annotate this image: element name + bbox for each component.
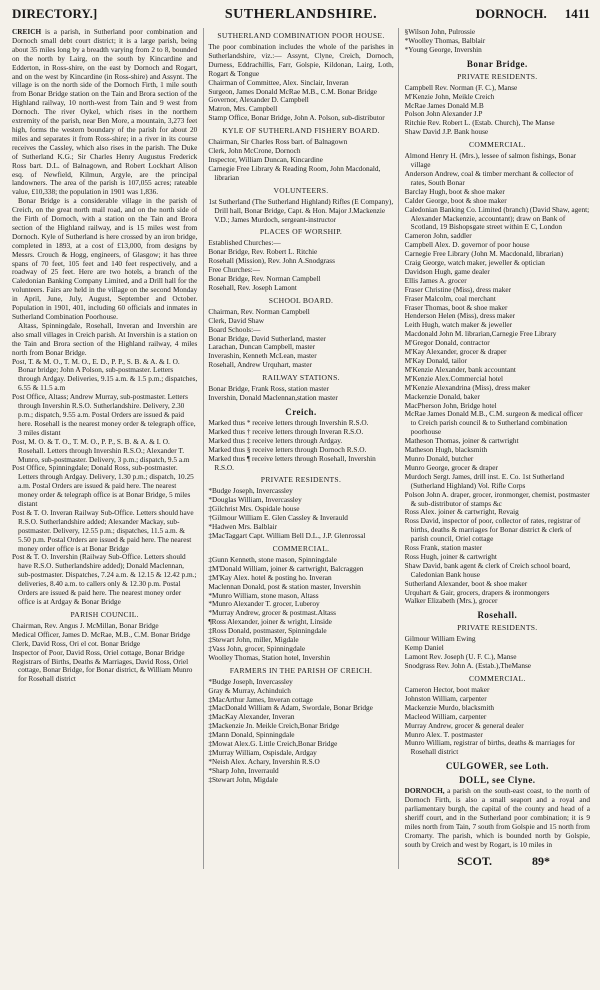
directory-entry: Snodgrass Rev. John A. (Estab.),TheManse (404, 661, 532, 671)
bonar-commercial-list (405, 152, 590, 606)
directory-entry: Carnegie Free Library (John M. Macdonald, librarian) (404, 249, 564, 259)
rosehall-commercial-list (405, 686, 590, 757)
directory-entry: Free Churches:— (208, 265, 261, 275)
directory-entry: Post & T. O. Invershin (Railway Sub-Office. Letters should have R.S.O. Sutherlandshire added); Donald Maclennan, sub-postmaster. Dispatches, 7.24 a.m. & 12.15 & 12.42 p.m.; deliveries, 8.40 a.m. to callers only & 12.30 p.m. Postal Orders are issued & paid here. The nearest money order office is at Ardgay & Bonar Bridge (12, 552, 197, 606)
directory-entry: Anderson Andrew, coal & timber merchant & collector of rates, South Bonar (404, 168, 574, 187)
creich-private-heading: PRIVATE RESIDENTS. (260, 475, 342, 485)
directory-entry: Maclennan Donald, post & station master, Invershin (208, 581, 361, 591)
directory-entry: Established Churches:— (208, 238, 281, 248)
directory-entry: M'Kenzie Alexander, bank accountant (404, 364, 516, 374)
bonar-bridge-heading: Bonar Bridge. (466, 58, 528, 69)
directory-entry: Rosehall, Rev. Joseph Lamont (208, 282, 297, 292)
directory-entry: Lamont Rev. Joseph (U. F. C.), Manse (404, 652, 517, 662)
directory-entry: Davidson Hugh, game dealer (404, 266, 490, 276)
directory-entry: Invershin, Donald Maclennan,station master (208, 393, 338, 403)
directory-entry: Chairman, Rev. Norman Campbell (208, 306, 310, 316)
directory-entry: Rosehall (Mission), Rev. John A.Snodgrass (208, 256, 335, 266)
directory-entry: Bonar Bridge, Rev. Robert L. Ritchie (208, 247, 318, 257)
directory-entry: Woolley Thomas, Station hotel, Invershin (208, 652, 331, 662)
directory-entry: Sutherland Alexander, boot & shoe maker (404, 578, 528, 588)
school-list (208, 308, 393, 370)
header-right (430, 6, 590, 22)
directory-entry: Fraser Thomas, boot & shoe maker (404, 302, 508, 312)
directory-entry: Chairman, Rev. Angus J. McMillan, Bonar Bridge (12, 620, 159, 630)
kyle-list (208, 138, 393, 183)
directory-entry: *Budge Joseph, Invercassley (208, 676, 293, 686)
column-left (12, 28, 197, 869)
directory-entry: Stamp Office, Bonar Bridge, John A. Polson, sub-distributor (208, 113, 385, 123)
directory-entry: Barclay Hugh, boot & shoe maker (404, 186, 505, 196)
creich-intro-text: is a parish, in Sutherland poor combination and Dornoch small debt court district; it is a large parish, being about 35 miles long by a breadth varying from 2 to 8, bounded on the north by Lairg, on the south by Kincardine and Edderton, in Ross-shire, on the east by Dornoch and Rogart, and on the west by Kincardine (in Ross-shire) and Assynt. The village is on the north side of the Dornoch Firth, 1 mile south from Bonar Bridge station on the Tain and Brora section of the Highland railway, 10 north-west from Tain and 9 west from Dornoch. The river Oykel, which rises in the northern extremity of the parish, near Ben More, a mountain, 3,273 feet high, forms the western boundary of the parish for about 20 miles and separates it from Ross-shire; in a river in its course receives the Cassley, which also rises in the parish. The Duke of Sutherland K.G.; Sir Charles Henry Augustus Frederick Ross bart. D.L. of Balnagown, and Robert Lockhart Alison esq. of Newfield, Kilmun, Argyle, are the principal landowners. The area of the parish is 107,055 acres; rateable value, £10,338; the population in 1901 was 1,836. (12, 28, 198, 197)
column-middle (203, 28, 398, 869)
directory-entry: *Douglas William, Invercassley (208, 495, 302, 505)
directory-entry: ¶Ross Alexander, joiner & wright, Linside (208, 617, 332, 627)
directory-entry: Post, M. O. & T. O., T. M. O., P. P., S. B. & A. & I. O. Rosehall. Letters through Invershin R.S.O.; Alexander T. Munro, sub-postmaster. Delivery, 3 p.m.; dispatch, 9.5 a.m (12, 436, 190, 464)
directory-entry: Henderson Helen (Miss), dress maker (404, 311, 516, 321)
directory-entry: *Murray Andrew, grocer & postmast.Altass (208, 608, 336, 618)
directory-entry: M'Kenzie Alex.Commercial hotel (404, 373, 504, 383)
marks-list (208, 419, 393, 472)
header-town: DORNOCH. (475, 6, 547, 21)
creich-continued-list (405, 28, 590, 55)
post-offices (12, 358, 197, 607)
directory-entry: ‡M'Kay Alex. hotel & posting ho. Inveran (208, 572, 332, 582)
directory-entry: *Munro William, stone mason, Altass (208, 590, 319, 600)
directory-entry: Munro George, grocer & draper (404, 462, 498, 472)
directory-entry: ‡Gunn Kenneth, stone mason, Spinningdale (208, 554, 337, 564)
directory-entry: ‡Stewart John, miller, Migdale (208, 635, 299, 645)
directory-entry: ‡Gilchrist Mrs. Ospidale house (208, 504, 300, 514)
directory-entry: Matron, Mrs. Campbell (208, 104, 278, 114)
creich-lead: CREICH (12, 28, 42, 36)
directory-entry: *Munro Alexander T. grocer, Luberoy (208, 599, 320, 609)
directory-entry: Campbell Alex. D. governor of poor house (404, 240, 530, 250)
directory-entry: Urquhart & Gair, grocers, drapers & ironmongers (404, 587, 550, 597)
creich-heading: Creich. (285, 407, 317, 417)
directory-entry: Polson John Alexander J.P (404, 109, 483, 119)
directory-entry: Post & T. O. Inveran Railway Sub-Office. Letters should have R.S.O. Sutherlandshire added; Alexander Mackay, sub-postmaster. Delivery, 12.55 p.m.; dispatches, 11.5 a.m. & 5.50 p.m. Postal Orders are issued & paid here. The nearest money order office is at Bonar Bridge (12, 507, 194, 553)
culgower-ref: CULGOWER, see Loth. (445, 761, 549, 772)
directory-entry: Murdoch Sergt. James, drill inst. E. Co. 1st Sutherland (Sutherland Highland) Vol. Rifle Corps (404, 471, 565, 490)
directory-entry: Campbell Rev. Norman (F. C.), Manse (404, 82, 518, 92)
worship-list (208, 239, 393, 292)
directory-entry: M'Kenzie Alexandrina (Miss), dress maker (404, 382, 531, 392)
directory-entry: Gilmour William Ewing (404, 634, 476, 644)
directory-entry: Clerk, David Shaw (208, 315, 265, 325)
header-left: DIRECTORY.] (12, 6, 98, 21)
directory-entry: McRae James Donald M.B., C.M. surgeon & medical officer to Creich parish council & to Sutherland combination poorhouse (404, 409, 583, 437)
directory-entry: ‡MacArthur James, Inveran cottage (208, 694, 313, 704)
directory-entry: Macleod William, carpenter (404, 711, 487, 721)
directory-entry: Fraser Malcolm, coal merchant (404, 293, 496, 303)
directory-entry: Gray & Murray, Achinduich (208, 685, 291, 695)
parish-council-list (12, 622, 197, 684)
directory-entry: Shaw David J.P. Bank house (404, 127, 489, 137)
directory-entry: ‡Stewart John, Migdale (208, 774, 278, 784)
doll-ref: DOLL, see Clyne. (459, 775, 536, 786)
volunteers-heading: VOLUNTEERS. (273, 185, 329, 195)
dornoch-text: a parish on the south-east coast, to the north of Dornoch Firth, is also a small seaport and a royal and parliamentary burgh, the capital of the county and head of a sheriff court, and in the Sutherland poor combination; it is 9 miles north from Tain, 7 south from Golspie and 15 north from Cromarty. The parish, which is bounded north by Golspie, south by Creich and west by Rogart, is 10 miles in (404, 786, 590, 849)
combination-text: The poor combination includes the whole of the parishes in Sutherlandshire, viz.:— Assynt, Clyne, Creich, Dornoch, Durness, Eddrachillis, Farr, Golspie, Kildonan, Lairg, Loth, Rogart & Tongue (208, 42, 394, 78)
directory-entry: *Hadwen Mrs. Balblair (208, 522, 278, 532)
directory-entry: Registrars of Births, Deaths & Marriages, David Ross, Oriel cottage, Bonar Bridge, for Bonar district, & William Munro for Rosehall district (12, 656, 193, 684)
directory-entry: Caledonian Banking Co. Limited (branch) (David Shaw, agent; Alexander Mackenzie, accountant); draw on Bank of Scotland, 19 Bishopsgate street within E C, London (404, 204, 590, 232)
directory-entry: Mackenzie Murdo, blacksmith (404, 702, 495, 712)
header-county: SUTHERLANDSHIRE. (224, 7, 378, 22)
kyle-heading: KYLE OF SUTHERLAND FISHERY BOARD. (222, 126, 380, 136)
directory-entry: Marked thus ¶ receive letters through Rosehall, Invershin R.S.O. (208, 453, 376, 472)
directory-entry: ‡MacTaggart Capt. William Bell D.L., J.P. Glenrossal (208, 530, 366, 540)
bonar-private-list (405, 84, 590, 137)
directory-entry: ‡Murray William, Ospisdale, Ardgay (208, 748, 317, 757)
school-heading: SCHOOL BOARD. (268, 295, 334, 305)
directory-entry: Ritchie Rev. Robert L. (Estab. Church), The Manse (404, 118, 555, 128)
directory-entry: Board Schools:— (208, 324, 261, 334)
directory-entry: Cameron Hector, boot maker (404, 685, 490, 694)
directory-entry: Carnegie Free Library & Reading Room, John Macdonald, librarian (208, 163, 381, 182)
directory-entry: Post Office, Spinningdale; Donald Ross, sub-postmaster. Letters through Ardgay. Delivery, 1.30 p.m.; dispatch, 10.25 a.m. Postal Orders are issued & paid here. The nearest money order & telegraph office is at Bonar Bridge, 5 miles distant (12, 463, 194, 509)
combination-heading: SUTHERLAND COMBINATION POOR HOUSE. (217, 31, 385, 40)
directory-entry: Ross Alex. joiner & cartwright, Revaig (404, 507, 519, 517)
directory-entry: Ellis James A. grocer (404, 275, 467, 285)
directory-entry: Munro Alex. T. postmaster (404, 729, 483, 739)
combination-list (208, 79, 393, 124)
directory-entry: Ross Hugh, joiner & cartwright (404, 551, 497, 561)
directory-entry: Ross Frank, station master (404, 543, 483, 553)
rosehall-commercial-heading: COMMERCIAL. (468, 674, 526, 683)
directory-entry: Munro William, registrar of births, deaths & marriages for Rosehall district (404, 738, 575, 757)
column-right (405, 28, 590, 869)
directory-entry: M'Kenzie John, Meikle Creich (404, 91, 495, 101)
directory-entry: ‡Mowat Alex.G. Little Creich,Bonar Bridge (208, 739, 338, 749)
altass-text: Altass, Spinningdale, Rosehall, Inveran and Invershin are also small villages in Creich parish. At Invershin is a station on the Tain and Brora section of the Highland railway, 4 miles north from Bonar Bridge. (12, 320, 198, 357)
creich-private-list (208, 487, 393, 540)
directory-entry: ‡Ross Donald, postmaster, Spinningdale (208, 626, 327, 636)
directory-entry: Polson John A. draper, grocer, ironmonger, chemist, postmaster & sub-distributor of stamps &c (404, 489, 590, 508)
railway-heading: RAILWAY STATIONS. (262, 373, 340, 383)
worship-heading: PLACES OF WORSHIP. (259, 227, 343, 237)
rosehall-private-list (405, 635, 590, 671)
parish-council-heading: PARISH COUNCIL. (70, 609, 139, 619)
directory-entry: Inverashin, Kenneth McLean, master (208, 351, 317, 361)
directory-entry: Surgeon, James Donald McRae M.B., C.M. Bonar Bridge (208, 86, 378, 96)
directory-entry: Matheson Hugh, blacksmith (404, 445, 488, 455)
directory-entry: Marked thus ‡ receive letters through Ardgay. (208, 435, 343, 445)
creich-intro (12, 28, 197, 197)
dornoch-lead: DORNOCH, (404, 786, 445, 796)
directory-entry: *Young George, Invershin (404, 44, 482, 54)
directory-entry: ‡MacDonald William & Adam, Swordale, Bonar Bridge (208, 703, 373, 713)
directory-entry: Matheson Thomas, joiner & cartwright (404, 436, 519, 446)
directory-entry: *Sharp John, Inverrauld (208, 765, 279, 775)
directory-entry: Fraser Christine (Miss), dress maker (404, 284, 512, 294)
footer-signature: 89* (531, 853, 550, 868)
directory-entry: Clerk, David Ross, Ori el cot. Bonar Bridge (12, 638, 141, 648)
directory-entry: Craig George, watch maker, jeweller & optician (404, 258, 545, 268)
directory-entry: Clerk, John McCrone, Dornoch (208, 146, 301, 156)
directory-entry: Bonar Bridge, Rev. Norman Campbell (208, 274, 321, 284)
directory-entry: ‡M'Donald William, joiner & cartwright, Balcraggen (208, 563, 364, 573)
directory-entry: McRae James Donald M.B (404, 100, 484, 110)
directory-entry: *Budge Joseph, Invercassley (208, 486, 293, 496)
directory-entry: Cameron John, saddler (404, 231, 472, 241)
directory-entry: M'Kay Donald, tailor (404, 356, 467, 365)
directory-entry: Marked thus * receive letters through Invershin R.S.O. (208, 418, 369, 427)
header-page-number: 1411 (564, 6, 590, 21)
directory-entry: Marked thus § receive letters through Dornoch R.S.O. (208, 444, 367, 454)
directory-entry: MacPherson John, Bridge hotel (404, 400, 497, 410)
directory-entry: Inspector, William Duncan, Kincardine (208, 154, 323, 164)
directory-entry: Johnston William, carpenter (404, 693, 487, 703)
directory-entry: 1st Sutherland (The Sutherland Highland) Rifles (E Company), Drill hall, Bonar Bridge, Capt. & Hon. Major J.Mackenzie V.D.; James Murdoch, sergeant-instructor (208, 196, 394, 224)
directory-entry: †Gilmour William E. Glen Cassley & Inverauld (208, 513, 348, 523)
directory-entry: Macdonald John M. librarian,Carnegie Free Library (404, 329, 557, 339)
directory-entry: Rosehall, Andrew Urquhart, master (208, 360, 312, 370)
directory-entry: Post, T. & M. O., T. M. O., E. D., P. P., S. B. & A. & I. O. Bonar bridge; John A Polson, sub-postmaster. Letters through Ardgay. Deliveries, 9.15 a.m. & 1.5 p.m.; dispatches, 6.55 & 11.5 a.m (12, 356, 198, 393)
directory-entry: ‡Mackenzie Jn. Meikle Creich,Bonar Bridge (208, 721, 340, 731)
directory-entry: Walker Elizabeth (Mrs.), grocer (404, 596, 498, 606)
bonar-commercial-heading: COMMERCIAL. (468, 140, 526, 150)
rosehall-private-heading: PRIVATE RESIDENTS. (457, 623, 538, 633)
dornoch-intro (405, 787, 590, 849)
directory-entry: Munro Donald, butcher (404, 453, 474, 463)
directory-entry: *Woolley Thomas, Balblair (404, 35, 486, 45)
directory-entry: Almond Henry H. (Mrs.), lessee of salmon fishings, Bonar village (404, 151, 577, 170)
page-footer (405, 854, 590, 869)
directory-entry: Marked thus † receive letters through Inveran R.S.O. (208, 426, 364, 436)
directory-entry: Chairman, Sir Charles Ross bart. of Balnagown (208, 137, 348, 147)
page-header (12, 6, 590, 26)
directory-entry: §Wilson John, Pulrossie (404, 28, 476, 36)
directory-entry: Inspector of Poor, David Ross, Oriel cottage, Bonar Bridge (12, 647, 185, 657)
directory-entry: Governor, Alexander D. Campbell (208, 95, 309, 105)
directory-entry: Calder George, boot & shoe maker (404, 195, 507, 205)
directory-entry: Chairman of Committee, Alex. Sinclair, Inveran (208, 77, 349, 87)
rosehall-heading: Rosehall. (477, 610, 518, 621)
directory-entry: Bonar Bridge, Frank Ross, station master (208, 384, 329, 394)
directory-entry: M'Kay Alexander, grocer & draper (404, 347, 507, 357)
creich-commercial-list (208, 556, 393, 663)
directory-entry: *Neish Alex. Achary, Invershin R.S.O (208, 756, 320, 766)
directory-entry: Kemp Daniel (404, 643, 444, 653)
directory-entry: ‡Mann Donald, Spinningdale (208, 730, 295, 740)
directory-entry: Bonar Bridge, David Sutherland, master (208, 333, 326, 343)
railway-list (208, 385, 393, 403)
directory-entry: Mackenzie Donald, baker (404, 391, 480, 401)
footer-scot: SCOT. (457, 853, 492, 868)
bonar-bridge-text: Bonar Bridge is a considerable village in the parish of Creich, on the great north mail road, and on the north side of the Firth of Dornoch, with a station on the Tain and Brora section of the Highland railway, and is 15 miles west from Dornoch. Kyle of Sutherland is here crossed by an iron bridge, completed in 1893, at a cost of £13,000, from designs by Messrs. Crouch & Hogg, engineers, of Glasgow; it has three spans of 70 feet, 105 feet and 140 feet respectively, and a roadway of 25 feet. Here are two hotels, a branch of the Caledonian Banking Company Limited, and a Drill hall for the volunteers. Fairs are held in the village on the second Monday in April, June, July, August, September and October. Population in 1901, 401, including 60 officials and inmates in Sutherland Combination Poorhouse. (12, 196, 198, 321)
directory-entry: ‡MacKay Alexander, Inveran (208, 712, 295, 722)
directory-entry: Ross David, inspector of poor, collector of rates, registrar of births, deaths & marriages for Bonar district & clerk of parish council, Oriel cottage (404, 516, 581, 544)
directory-entry: Post Office, Altass; Andrew Murray, sub-postmaster. Letters through Invershin R.S.O. Sutherlandshire. Delivery, 2.30 p.m.; dispatch, 9.55 a.m. Postal Orders are issued & paid here. Rosehall is the nearest money order & telegraph office, 3 miles distant (12, 392, 196, 437)
directory-entry: ‡Vass John, grocer, Spinningdale (208, 643, 306, 653)
creich-commercial-heading: COMMERCIAL. (272, 543, 330, 553)
farmers-list (208, 678, 393, 785)
bonar-private-heading: PRIVATE RESIDENTS. (457, 71, 538, 81)
directory-entry: Shaw David, bank agent & clerk of Creich school board, Caledonian Bank house (404, 560, 571, 579)
directory-entry: Medical Officer, James D. McRae, M.B., C.M. Bonar Bridge (12, 629, 191, 639)
directory-entry: Murray Andrew, grocer & general dealer (404, 720, 524, 730)
directory-entry: M'Gregor Donald, contractor (404, 338, 490, 348)
directory-entry: Larachan, Duncan Campbell, master (208, 342, 316, 352)
farmers-heading: FARMERS IN THE PARISH OF CREICH. (229, 665, 373, 675)
directory-entry: Leith Hugh, watch maker & jeweller (404, 320, 513, 330)
volunteers-list (208, 198, 393, 225)
